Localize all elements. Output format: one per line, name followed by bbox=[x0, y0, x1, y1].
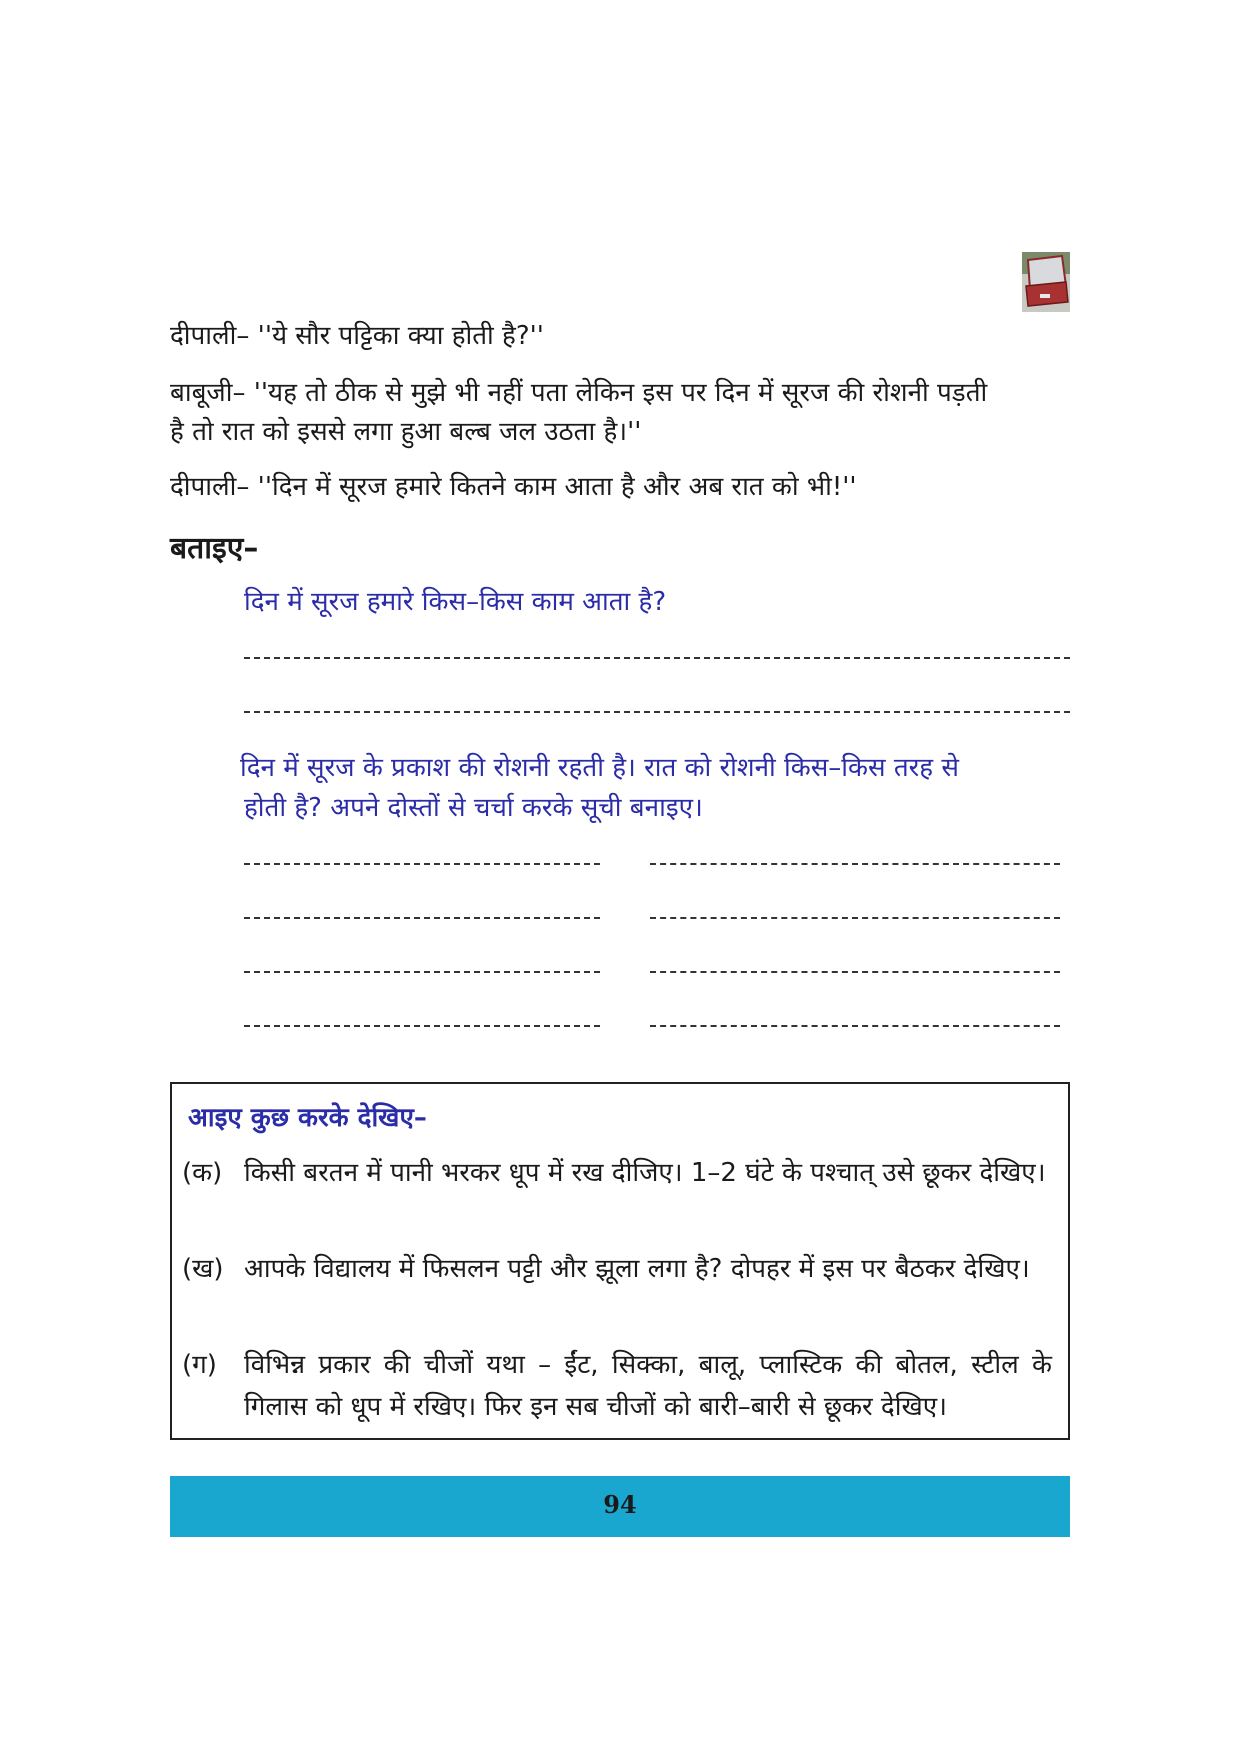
list-blank-left[interactable] bbox=[244, 917, 600, 919]
answer-blank[interactable] bbox=[244, 711, 1070, 713]
activity-item bbox=[182, 1152, 1052, 1240]
activity-item-label: (ख) bbox=[182, 1254, 224, 1284]
page-number: 94 bbox=[603, 1490, 637, 1519]
question-one: दिन में सूरज हमारे किस–किस काम आता है? bbox=[244, 587, 667, 617]
activity-title: आइए कुछ करके देखिए– bbox=[188, 1103, 427, 1133]
footer-bar bbox=[170, 1476, 1070, 1537]
dialogue-line: दीपाली– ''दिन में सूरज हमारे कितने काम आता है और अब रात को भी!'' bbox=[170, 472, 857, 502]
list-blank-right[interactable] bbox=[650, 917, 1060, 919]
activity-item-text: आपके विद्यालय में फिसलन पट्टी और झूला लगा है? दोपहर में इस पर बैठकर देखिए। bbox=[244, 1254, 1030, 1284]
dialogue-line: है तो रात को इससे लगा हुआ बल्ब जल उठता है।'' bbox=[170, 417, 642, 447]
activity-item-label: (क) bbox=[182, 1158, 223, 1188]
answer-blank[interactable] bbox=[244, 657, 1070, 659]
solar-panel-box-icon bbox=[1022, 252, 1070, 312]
question-two-line: होती है? अपने दोस्तों से चर्चा करके सूची बनाइए। bbox=[244, 793, 703, 823]
activity-item-text: विभिन्न प्रकार की चीजों यथा – ईंट, सिक्का, बालू, प्लास्टिक की बोतल, स्टील के गिलास को धूप में रखिए। फिर इन सब चीजों को बारी–बारी से छूकर देखिए। bbox=[244, 1350, 1052, 1422]
list-blank-left[interactable] bbox=[244, 1025, 600, 1027]
activity-box bbox=[170, 1082, 1070, 1440]
list-blank-right[interactable] bbox=[650, 863, 1060, 865]
list-blank-right[interactable] bbox=[650, 971, 1060, 973]
dialogue-line: बाबूजी– ''यह तो ठीक से मुझे भी नहीं पता लेकिन इस पर दिन में सूरज की रोशनी पड़ती bbox=[170, 378, 988, 408]
activity-item-text: किसी बरतन में पानी भरकर धूप में रख दीजिए। 1–2 घंटे के पश्चात् उसे छूकर देखिए। bbox=[244, 1158, 1046, 1188]
section-heading: बताइए– bbox=[170, 531, 259, 566]
question-two-line: दिन में सूरज के प्रकाश की रोशनी रहती है। रात को रोशनी किस–किस तरह से bbox=[240, 753, 959, 783]
list-blank-left[interactable] bbox=[244, 971, 600, 973]
list-blank-left[interactable] bbox=[244, 863, 600, 865]
activity-item-label: (ग) bbox=[182, 1350, 217, 1380]
activity-item bbox=[182, 1248, 1052, 1336]
dialogue-line: दीपाली– ''ये सौर पट्टिका क्या होती है?'' bbox=[170, 321, 544, 351]
list-blank-right[interactable] bbox=[650, 1025, 1060, 1027]
activity-item bbox=[182, 1344, 1052, 1432]
